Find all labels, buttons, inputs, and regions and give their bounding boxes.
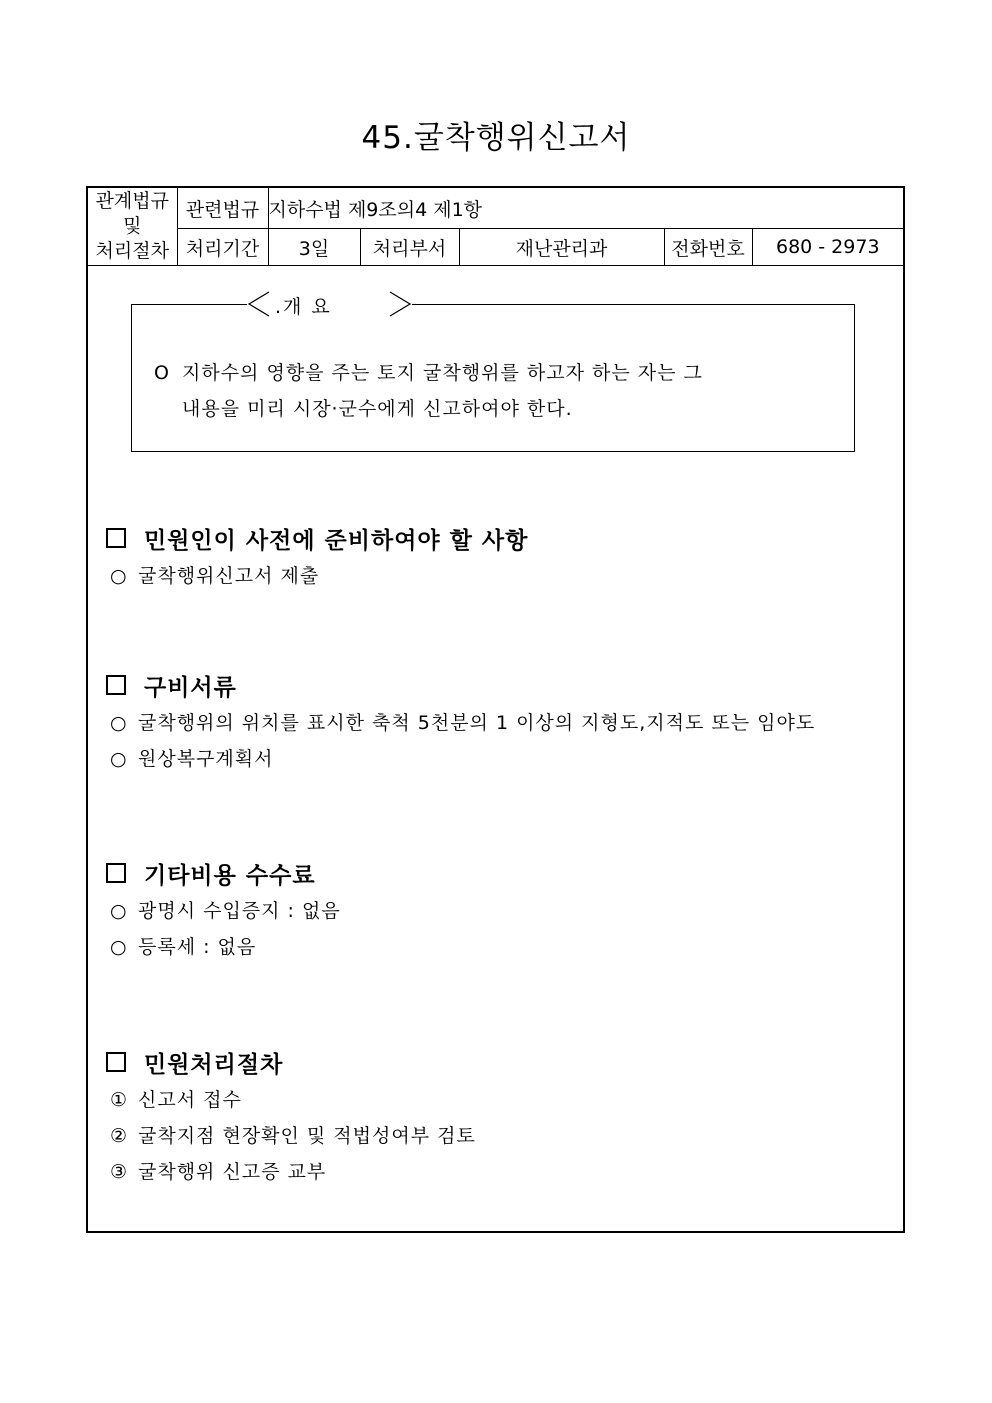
summary-label xyxy=(247,290,412,318)
section-heading-text: 구비서류 xyxy=(144,674,237,701)
checkbox-square-icon xyxy=(106,675,126,695)
period-value: 3일 xyxy=(268,229,360,266)
section-fees xyxy=(104,853,341,965)
summary-bullet: O xyxy=(154,362,170,384)
phone-value: 680 - 2973 xyxy=(752,229,903,266)
summary-line-1-text: 지하수의 영향을 주는 토지 굴착행위를 하고자 하는 자는 그 xyxy=(182,362,703,384)
checkbox-square-icon xyxy=(106,1052,126,1072)
side-label-3: 처리절차 xyxy=(95,240,169,262)
header-table xyxy=(88,188,903,266)
page-title: 45.굴착행위신고서 xyxy=(361,120,631,156)
section-heading xyxy=(104,518,528,558)
list-item xyxy=(104,1154,476,1190)
list-item xyxy=(104,741,815,777)
form-frame xyxy=(86,186,905,1233)
circled-number-3-icon: ③ xyxy=(110,1161,129,1183)
dept-label: 처리부서 xyxy=(360,229,459,266)
side-label-1: 관계법규 xyxy=(95,190,169,212)
list-item xyxy=(104,893,341,929)
list-item-text: 등록세 : 없음 xyxy=(138,936,257,958)
list-item xyxy=(104,1118,476,1154)
phone-label: 전화번호 xyxy=(664,229,752,266)
section-heading-text: 민원처리절차 xyxy=(144,1051,284,1078)
law-value: 지하수법 제9조의4 제1항 xyxy=(268,188,903,229)
checkbox-square-icon xyxy=(106,528,126,548)
summary-label-text: .개 요 xyxy=(275,296,332,318)
list-item-text: 굴착지점 현장확인 및 적법성여부 검토 xyxy=(138,1125,476,1147)
circled-number-1-icon: ① xyxy=(110,1089,129,1111)
list-item xyxy=(104,558,528,594)
list-item-text: 굴착행위 신고증 교부 xyxy=(138,1161,327,1183)
section-documents xyxy=(104,665,815,777)
side-label-2: 및 xyxy=(123,215,142,237)
summary-line-1 xyxy=(154,355,703,391)
section-heading xyxy=(104,665,815,705)
summary-box xyxy=(131,296,855,452)
list-item-text: 원상복구계획서 xyxy=(138,748,274,770)
list-item-text: 신고서 접수 xyxy=(138,1089,242,1111)
list-item-text: 광명시 수입증지 : 없음 xyxy=(138,900,341,922)
circle-bullet-icon: ○ xyxy=(110,748,128,770)
list-item-text: 굴착행위의 위치를 표시한 축척 5천분의 1 이상의 지형도,지적도 또는 임야도 xyxy=(138,712,816,734)
section-heading-text: 민원인이 사전에 준비하여야 할 사항 xyxy=(144,527,529,554)
list-item xyxy=(104,929,341,965)
section-preparation xyxy=(104,518,528,594)
list-item xyxy=(104,1082,476,1118)
section-heading-text: 기타비용 수수료 xyxy=(144,862,316,889)
dept-value: 재난관리과 xyxy=(459,229,664,266)
side-label-cell xyxy=(88,188,177,266)
checkbox-square-icon xyxy=(106,863,126,883)
list-item-text: 굴착행위신고서 제출 xyxy=(138,565,320,587)
circle-bullet-icon: ○ xyxy=(110,565,128,587)
period-label: 처리기간 xyxy=(177,229,268,266)
summary-body xyxy=(154,355,703,427)
circle-bullet-icon: ○ xyxy=(110,936,128,958)
circled-number-2-icon: ② xyxy=(110,1125,129,1147)
circle-bullet-icon: ○ xyxy=(110,900,128,922)
section-heading xyxy=(104,853,341,893)
section-heading xyxy=(104,1042,476,1082)
circle-bullet-icon: ○ xyxy=(110,712,128,734)
list-item xyxy=(104,705,815,741)
section-procedure xyxy=(104,1042,476,1190)
law-label: 관련법규 xyxy=(177,188,268,229)
summary-line-2: 내용을 미리 시장·군수에게 신고하여야 한다. xyxy=(182,398,573,420)
